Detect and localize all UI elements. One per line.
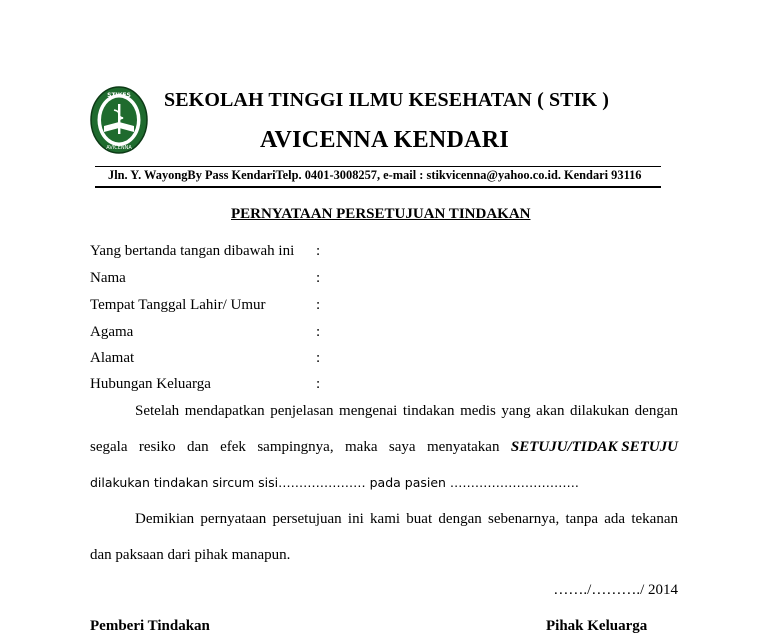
stik-avicenna-seal-icon [90, 86, 148, 154]
closing-paragraph-line: dan paksaan dari pihak manapun. [90, 547, 291, 563]
consent-word: dan [187, 439, 209, 455]
consent-word: sampingnya, [257, 439, 334, 455]
logo-text-bottom: AVICENNA [106, 145, 132, 151]
field-label-birth: Tempat Tanggal Lahir/ Umur [90, 297, 266, 313]
field-label-signer: Yang bertanda tangan dibawah ini [90, 243, 295, 259]
field-separator: : [316, 324, 321, 340]
institution-address: Jln. Y. WayongBy Pass KendariTelp. 0401-3008257, e-mail : stikvicenna@yahoo.co.id. Kendari 93116 [108, 168, 642, 182]
document-title: PERNYATAAN PERSETUJUAN TINDAKAN [231, 206, 531, 222]
consent-word: saya [388, 439, 416, 455]
field-separator: : [316, 243, 321, 259]
date-line: ……./………./ 2014 [553, 582, 678, 598]
closing-paragraph-line: Demikian pernyataan persetujuan ini kami buat dengan sebenarnya, tanpa ada tekanan [135, 511, 678, 527]
consent-word: efek [220, 439, 246, 455]
field-separator: : [316, 297, 321, 313]
consent-paragraph-line: dilakukan tindakan sircum sisi………………… pada pasien …………………………. [90, 475, 579, 490]
consent-paragraph-line: Setelah mendapatkan penjelasan mengenai tindakan medis yang akan dilakukan dengan [135, 403, 678, 419]
field-label-relationship: Hubungan Keluarga [90, 376, 211, 392]
consent-choice: SETUJU/TIDAK SETUJU [510, 439, 678, 455]
field-separator: : [316, 376, 321, 392]
consent-word: resiko [138, 439, 176, 455]
consent-paragraph-line [90, 439, 678, 456]
field-label-address: Alamat [90, 350, 135, 366]
field-separator: : [316, 350, 321, 366]
signature-label-provider: Pemberi Tindakan [90, 618, 210, 634]
signature-label-family: Pihak Keluarga [546, 618, 648, 634]
institution-name: SEKOLAH TINGGI ILMU KESEHATAN ( STIK ) [164, 89, 610, 111]
consent-word: segala [90, 439, 128, 455]
header-rule-bottom [95, 186, 661, 188]
field-separator: : [316, 270, 321, 286]
consent-word: menyatakan [426, 439, 500, 455]
header-rule-top [95, 166, 661, 167]
field-label-religion: Agama [90, 324, 134, 340]
consent-word: maka [345, 439, 378, 455]
institution-subname: AVICENNA KENDARI [260, 127, 510, 153]
logo-text-top: STIKES [107, 92, 131, 99]
field-label-name: Nama [90, 270, 126, 286]
